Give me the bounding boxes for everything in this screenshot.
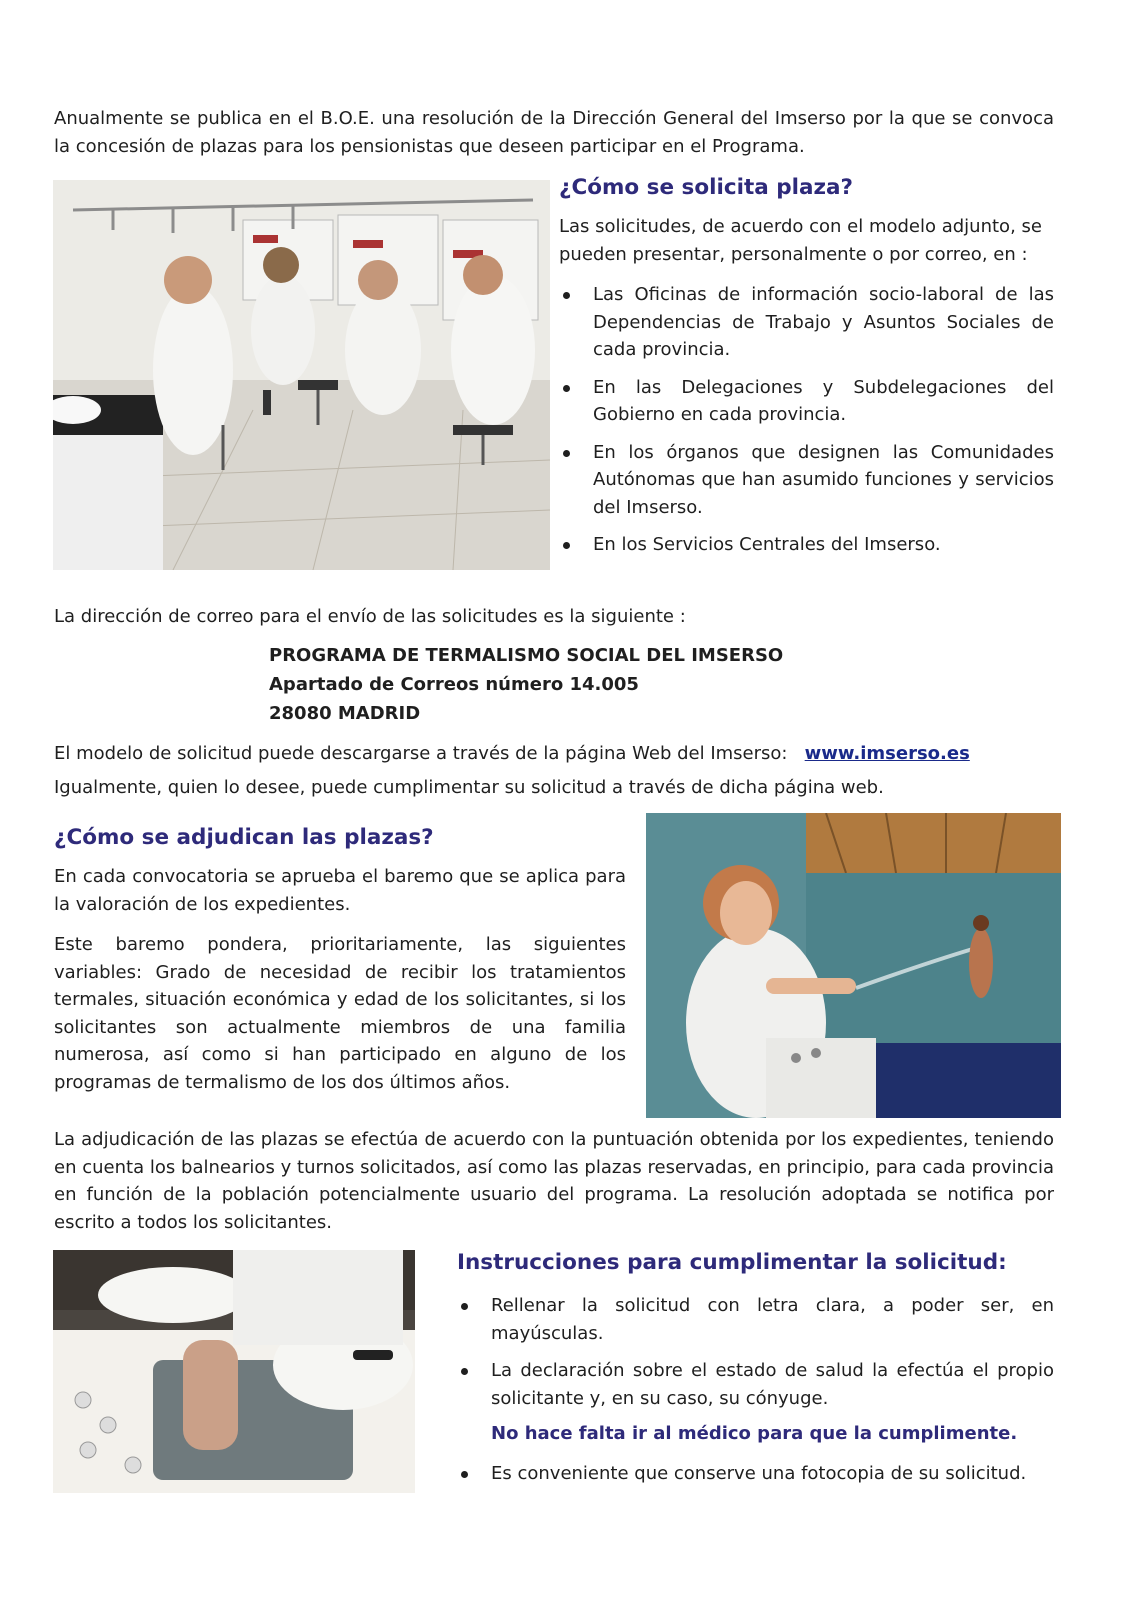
- solicita-section: [559, 173, 1054, 569]
- instrucciones-list: [457, 1292, 1054, 1412]
- web-paragraph: [54, 740, 1064, 768]
- list-item: Las Oficinas de información socio-laboral de las Dependencias de Trabajo y Asuntos Sociales de cada provincia.: [559, 281, 1054, 364]
- intro-paragraph: Anualmente se publica en el B.O.E. una resolución de la Dirección General del Imserso por la que se convoca la concesión de plazas para los pensionistas que deseen participar en el Programa.: [54, 108, 1054, 157]
- imserso-web-link[interactable]: www.imserso.es: [804, 743, 970, 764]
- address-line-2: Apartado de Correos número 14.005: [269, 674, 639, 695]
- postal-address: [269, 641, 969, 728]
- adjudican-paragraph-3: La adjudicación de las plazas se efectúa de acuerdo con la puntuación obtenida por los expedientes, teniendo en cuenta los balnearios y turnos solicitados, así como las plazas reservadas, en principio, para cada provincia en función de la población potencialmente usuario del programa. La resolución adoptada se notifica por escrito a todos los solicitantes.: [54, 1129, 1054, 1233]
- address-intro: La dirección de correo para el envío de las solicitudes es la siguiente :: [54, 606, 686, 627]
- list-item: En los Servicios Centrales del Imserso.: [559, 531, 1054, 559]
- adjudican-heading: ¿Cómo se adjudican las plazas?: [54, 825, 434, 850]
- instrucciones-section: [457, 1248, 1054, 1497]
- list-item: La declaración sobre el estado de salud la efectúa el propio solicitante y, en su caso, su cónyuge.: [457, 1357, 1054, 1412]
- water-jet-therapy-photo: [646, 813, 1061, 1118]
- solicita-list: [559, 281, 1054, 559]
- list-item: Rellenar la solicitud con letra clara, a poder ser, en mayúsculas.: [457, 1292, 1054, 1347]
- adjudican-paragraph-2: Este baremo pondera, prioritariamente, las siguientes variables: Grado de necesidad de recibir los tratamientos termales, situación económica y edad de los solicitantes, si los solicitantes son actualmente miembros de una familia numerosa, así como si han participado en alguno de los programas de termalismo de los dos últimos años.: [54, 934, 626, 1093]
- web-paragraph-2: Igualmente, quien lo desee, puede cumplimentar su solicitud a través de dicha página web.: [54, 777, 884, 798]
- solicita-heading: ¿Cómo se solicita plaza?: [559, 175, 853, 200]
- list-item: En los órganos que designen las Comunidades Autónomas que han asumido funciones y servicios del Imserso.: [559, 439, 1054, 522]
- address-line-3: 28080 MADRID: [269, 703, 421, 724]
- address-line-1: PROGRAMA DE TERMALISMO SOCIAL DEL IMSERSO: [269, 645, 784, 666]
- adjudican-section: [54, 823, 626, 1096]
- no-medical-note: No hace falta ir al médico para que la cumplimente.: [491, 1423, 1018, 1444]
- instrucciones-list-2: [457, 1460, 1054, 1488]
- solicita-text: Las solicitudes, de acuerdo con el modelo adjunto, se pueden presentar, personalmente o por correo, en :: [559, 216, 1042, 265]
- list-item: Es conveniente que conserve una fotocopia de su solicitud.: [457, 1460, 1054, 1488]
- inhalation-room-photo: [53, 180, 550, 570]
- instrucciones-heading: Instrucciones para cumplimentar la solicitud:: [457, 1250, 1007, 1275]
- list-item: En las Delegaciones y Subdelegaciones del Gobierno en cada provincia.: [559, 374, 1054, 429]
- adjudican-paragraph-1: En cada convocatoria se aprueba el baremo que se aplica para la valoración de los expedientes.: [54, 866, 626, 915]
- foot-bath-photo: [53, 1250, 415, 1493]
- web-text: El modelo de solicitud puede descargarse a través de la página Web del Imserso:: [54, 743, 788, 764]
